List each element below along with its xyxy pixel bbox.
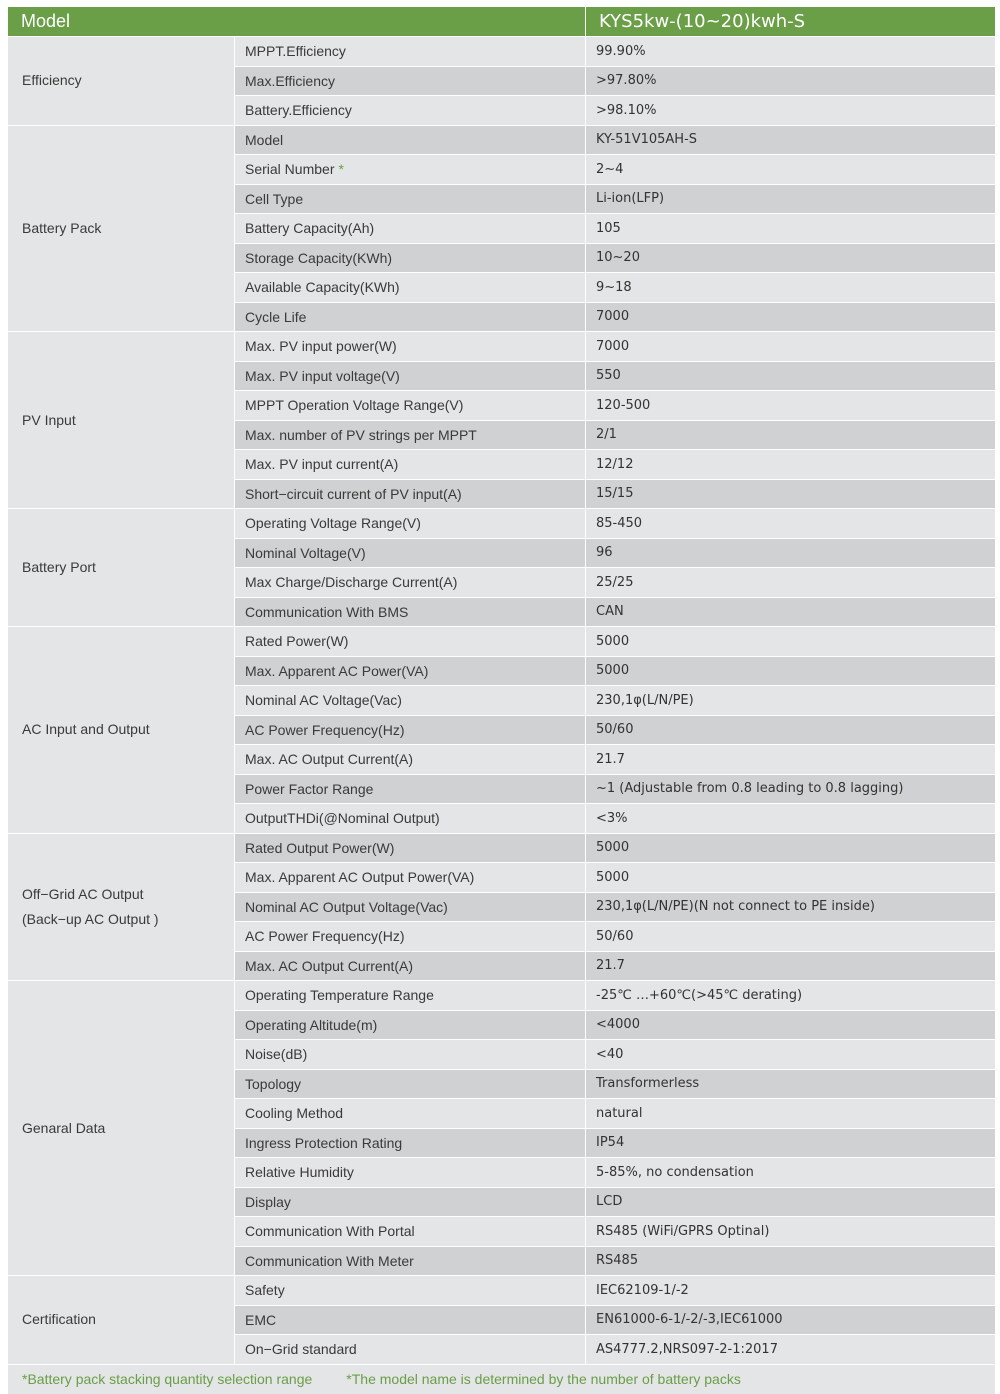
- value-cell: 96: [585, 539, 995, 568]
- spec-group: [8, 508, 995, 626]
- value-cell: 120-500: [585, 391, 995, 420]
- param-label: Max.Efficiency: [245, 72, 335, 89]
- table-row: [235, 184, 995, 214]
- footnotes: [8, 1364, 995, 1394]
- param-label: MPPT.Efficiency: [245, 43, 346, 60]
- param-cell: [235, 67, 585, 96]
- group-rows: [234, 332, 995, 508]
- table-row: [235, 420, 995, 450]
- param-label: Rated Power(W): [245, 633, 349, 650]
- value-cell: 10~20: [585, 244, 995, 273]
- table-row: [235, 715, 995, 745]
- group-label-line: PV Input: [22, 411, 76, 428]
- value-cell: 5000: [585, 627, 995, 656]
- param-label: AC Power Frequency(Hz): [245, 721, 405, 738]
- value-cell: <4000: [585, 1011, 995, 1040]
- param-label: AC Power Frequency(Hz): [245, 928, 405, 945]
- value-cell: -25℃ …+60℃(>45℃ derating): [585, 981, 995, 1010]
- spec-group: [8, 980, 995, 1275]
- param-label: Short−circuit current of PV input(A): [245, 485, 462, 502]
- table-row: [235, 774, 995, 804]
- param-cell: [235, 1306, 585, 1335]
- param-label: Communication With BMS: [245, 603, 409, 620]
- table-row: [235, 1128, 995, 1158]
- param-cell: [235, 893, 585, 922]
- table-row: [235, 1276, 995, 1305]
- table-row: [235, 1187, 995, 1217]
- table-row: [235, 95, 995, 125]
- param-cell: [235, 244, 585, 273]
- group-rows: [234, 37, 995, 125]
- table-row: [235, 37, 995, 66]
- param-cell: [235, 421, 585, 450]
- param-label: Max. PV input power(W): [245, 338, 397, 355]
- value-cell: Transformerless: [585, 1070, 995, 1099]
- group-rows: [234, 981, 995, 1275]
- spec-group: [8, 36, 995, 125]
- value-cell: 105: [585, 214, 995, 243]
- header-model-value: KYS5kw-(10~20)kwh-S: [585, 7, 995, 36]
- param-label: OutputTHDi(@Nominal Output): [245, 810, 440, 827]
- group-rows: [234, 1276, 995, 1364]
- param-label: Cell Type: [245, 190, 304, 207]
- value-cell: LCD: [585, 1188, 995, 1217]
- value-cell: 2/1: [585, 421, 995, 450]
- param-label: Max. Apparent AC Power(VA): [245, 662, 429, 679]
- param-label: Max. PV input voltage(V): [245, 367, 400, 384]
- group-label: [8, 834, 234, 981]
- param-cell: [235, 627, 585, 656]
- param-cell: [235, 1276, 585, 1305]
- param-cell: [235, 126, 585, 155]
- param-cell: [235, 1335, 585, 1364]
- value-cell: 5000: [585, 657, 995, 686]
- table-row: [235, 951, 995, 981]
- table-row: [235, 567, 995, 597]
- param-label: Nominal AC Output Voltage(Vac): [245, 898, 448, 915]
- param-cell: [235, 332, 585, 361]
- param-cell: [235, 37, 585, 66]
- table-row: [235, 744, 995, 774]
- table-row: [235, 656, 995, 686]
- footnote-marker: *: [338, 161, 344, 178]
- group-label-line: Efficiency: [22, 72, 82, 89]
- group-label-line: (Back−up AC Output ): [22, 910, 159, 927]
- value-cell: 85-450: [585, 509, 995, 538]
- param-cell: [235, 1011, 585, 1040]
- spec-group: [8, 1275, 995, 1364]
- group-label: [8, 332, 234, 508]
- value-cell: natural: [585, 1099, 995, 1128]
- param-label: Safety: [245, 1282, 285, 1299]
- footnote: *Battery pack stacking quantity selection range: [22, 1371, 313, 1387]
- value-cell: 99.90%: [585, 37, 995, 66]
- param-cell: [235, 1158, 585, 1187]
- value-cell: 5000: [585, 834, 995, 863]
- table-row: [235, 627, 995, 656]
- group-rows: [234, 834, 995, 981]
- value-cell: 21.7: [585, 952, 995, 981]
- param-cell: [235, 1217, 585, 1246]
- footnote: *The model name is determined by the number of battery packs: [346, 1371, 741, 1387]
- value-cell: IEC62109-1/-2: [585, 1276, 995, 1305]
- spec-group: [8, 833, 995, 981]
- table-row: [235, 981, 995, 1010]
- table-row: [235, 302, 995, 332]
- param-cell: [235, 480, 585, 509]
- value-cell: IP54: [585, 1129, 995, 1158]
- value-cell: 9~18: [585, 273, 995, 302]
- param-cell: [235, 391, 585, 420]
- group-label: [8, 981, 234, 1275]
- group-label-line: Genaral Data: [22, 1119, 106, 1136]
- group-label: [8, 37, 234, 125]
- value-cell: >97.80%: [585, 67, 995, 96]
- value-cell: <3%: [585, 804, 995, 833]
- table-row: [235, 154, 995, 184]
- table-row: [235, 509, 995, 538]
- group-rows: [234, 509, 995, 626]
- param-label: EMC: [245, 1311, 277, 1328]
- value-cell: 21.7: [585, 745, 995, 774]
- value-cell: 12/12: [585, 450, 995, 479]
- param-cell: [235, 1040, 585, 1069]
- param-label: Ingress Protection Rating: [245, 1134, 403, 1151]
- param-label: Max Charge/Discharge Current(A): [245, 574, 458, 591]
- value-cell: 5000: [585, 863, 995, 892]
- value-cell: KY-51V105AH-S: [585, 126, 995, 155]
- value-cell: 5-85%, no condensation: [585, 1158, 995, 1187]
- param-cell: [235, 834, 585, 863]
- table-row: [235, 685, 995, 715]
- param-cell: [235, 863, 585, 892]
- param-cell: [235, 922, 585, 951]
- param-label: Battery.Efficiency: [245, 102, 352, 119]
- table-row: [235, 1039, 995, 1069]
- table-row: [235, 1305, 995, 1335]
- param-cell: [235, 1188, 585, 1217]
- spec-group: [8, 331, 995, 508]
- param-label: Max. AC Output Current(A): [245, 957, 414, 974]
- group-rows: [234, 627, 995, 833]
- param-label: Serial Number: [245, 161, 335, 178]
- group-label: [8, 509, 234, 626]
- param-label: Communication With Meter: [245, 1252, 414, 1269]
- param-cell: [235, 1247, 585, 1276]
- table-row: [235, 892, 995, 922]
- table-row: [235, 126, 995, 155]
- table-row: [235, 213, 995, 243]
- group-label-line: Battery Pack: [22, 219, 102, 236]
- table-row: [235, 1098, 995, 1128]
- param-cell: [235, 362, 585, 391]
- param-label: Max. PV input current(A): [245, 456, 399, 473]
- param-cell: [235, 745, 585, 774]
- param-label: Battery Capacity(Ah): [245, 220, 375, 237]
- param-cell: [235, 981, 585, 1010]
- group-label: [8, 627, 234, 833]
- value-cell: 25/25: [585, 568, 995, 597]
- param-cell: [235, 303, 585, 332]
- spec-table: [8, 7, 995, 1394]
- param-label: Relative Humidity: [245, 1164, 354, 1181]
- param-label: Operating Altitude(m): [245, 1016, 378, 1033]
- table-row: [235, 803, 995, 833]
- table-row: [235, 1246, 995, 1276]
- param-label: Communication With Portal: [245, 1223, 415, 1240]
- param-label: Noise(dB): [245, 1046, 308, 1063]
- table-row: [235, 834, 995, 863]
- value-cell: <40: [585, 1040, 995, 1069]
- param-cell: [235, 657, 585, 686]
- value-cell: CAN: [585, 598, 995, 627]
- table-row: [235, 66, 995, 96]
- param-label: Available Capacity(KWh): [245, 279, 400, 296]
- param-label: Nominal AC Voltage(Vac): [245, 692, 402, 709]
- param-label: Topology: [245, 1075, 302, 1092]
- param-label: Max. AC Output Current(A): [245, 751, 414, 768]
- param-cell: [235, 539, 585, 568]
- param-cell: [235, 952, 585, 981]
- value-cell: 7000: [585, 332, 995, 361]
- param-cell: [235, 716, 585, 745]
- param-label: Max. Apparent AC Output Power(VA): [245, 869, 475, 886]
- value-cell: >98.10%: [585, 96, 995, 125]
- table-row: [235, 921, 995, 951]
- param-cell: [235, 450, 585, 479]
- table-row: [235, 332, 995, 361]
- param-cell: [235, 509, 585, 538]
- param-label: Display: [245, 1193, 291, 1210]
- param-cell: [235, 214, 585, 243]
- table-row: [235, 390, 995, 420]
- param-cell: [235, 804, 585, 833]
- table-row: [235, 1069, 995, 1099]
- table-row: [235, 243, 995, 273]
- param-label: MPPT Operation Voltage Range(V): [245, 397, 464, 414]
- param-cell: [235, 598, 585, 627]
- param-label: Power Factor Range: [245, 780, 374, 797]
- param-cell: [235, 185, 585, 214]
- param-cell: [235, 686, 585, 715]
- param-label: Model: [245, 131, 284, 148]
- param-cell: [235, 273, 585, 302]
- table-row: [235, 1216, 995, 1246]
- param-cell: [235, 155, 585, 184]
- value-cell: Li-ion(LFP): [585, 185, 995, 214]
- value-cell: AS4777.2,NRS097-2-1:2017: [585, 1335, 995, 1364]
- value-cell: 50/60: [585, 716, 995, 745]
- param-cell: [235, 1070, 585, 1099]
- param-cell: [235, 775, 585, 804]
- group-label-line: Off−Grid AC Output: [22, 885, 144, 902]
- param-label: Cycle Life: [245, 308, 307, 325]
- table-row: [235, 1010, 995, 1040]
- value-cell: 2~4: [585, 155, 995, 184]
- spec-group: [8, 125, 995, 332]
- value-cell: EN61000-6-1/-2/-3,IEC61000: [585, 1306, 995, 1335]
- group-label: [8, 126, 234, 332]
- value-cell: 7000: [585, 303, 995, 332]
- group-label-line: AC Input and Output: [22, 721, 150, 738]
- table-row: [235, 479, 995, 509]
- param-label: Storage Capacity(KWh): [245, 249, 393, 266]
- param-cell: [235, 96, 585, 125]
- value-cell: 230,1φ(L/N/PE): [585, 686, 995, 715]
- spec-group: [8, 626, 995, 833]
- param-cell: [235, 1099, 585, 1128]
- group-label-line: Certification: [22, 1311, 96, 1328]
- value-cell: 15/15: [585, 480, 995, 509]
- param-label: On−Grid standard: [245, 1341, 357, 1358]
- table-row: [235, 361, 995, 391]
- param-label: Operating Voltage Range(V): [245, 515, 421, 532]
- table-row: [235, 1334, 995, 1364]
- value-cell: RS485: [585, 1247, 995, 1276]
- param-label: Nominal Voltage(V): [245, 544, 366, 561]
- value-cell: RS485 (WiFi/GPRS Optinal): [585, 1217, 995, 1246]
- group-label-line: Battery Port: [22, 559, 96, 575]
- param-label: Cooling Method: [245, 1105, 344, 1122]
- table-row: [235, 862, 995, 892]
- table-row: [235, 272, 995, 302]
- group-label: [8, 1276, 234, 1364]
- value-cell: ~1 (Adjustable from 0.8 leading to 0.8 lagging): [585, 775, 995, 804]
- header-model-label: Model: [21, 11, 71, 31]
- table-row: [235, 597, 995, 627]
- table-row: [235, 538, 995, 568]
- value-cell: 50/60: [585, 922, 995, 951]
- group-rows: [234, 126, 995, 332]
- table-header: [8, 7, 995, 36]
- param-label: Rated Output Power(W): [245, 839, 395, 856]
- spec-groups: [8, 36, 995, 1364]
- param-cell: [235, 568, 585, 597]
- table-row: [235, 449, 995, 479]
- param-label: Max. number of PV strings per MPPT: [245, 426, 477, 443]
- table-row: [235, 1157, 995, 1187]
- param-label: Operating Temperature Range: [245, 987, 434, 1004]
- value-cell: 230,1φ(L/N/PE)(N not connect to PE inside): [585, 893, 995, 922]
- param-cell: [235, 1129, 585, 1158]
- value-cell: 550: [585, 362, 995, 391]
